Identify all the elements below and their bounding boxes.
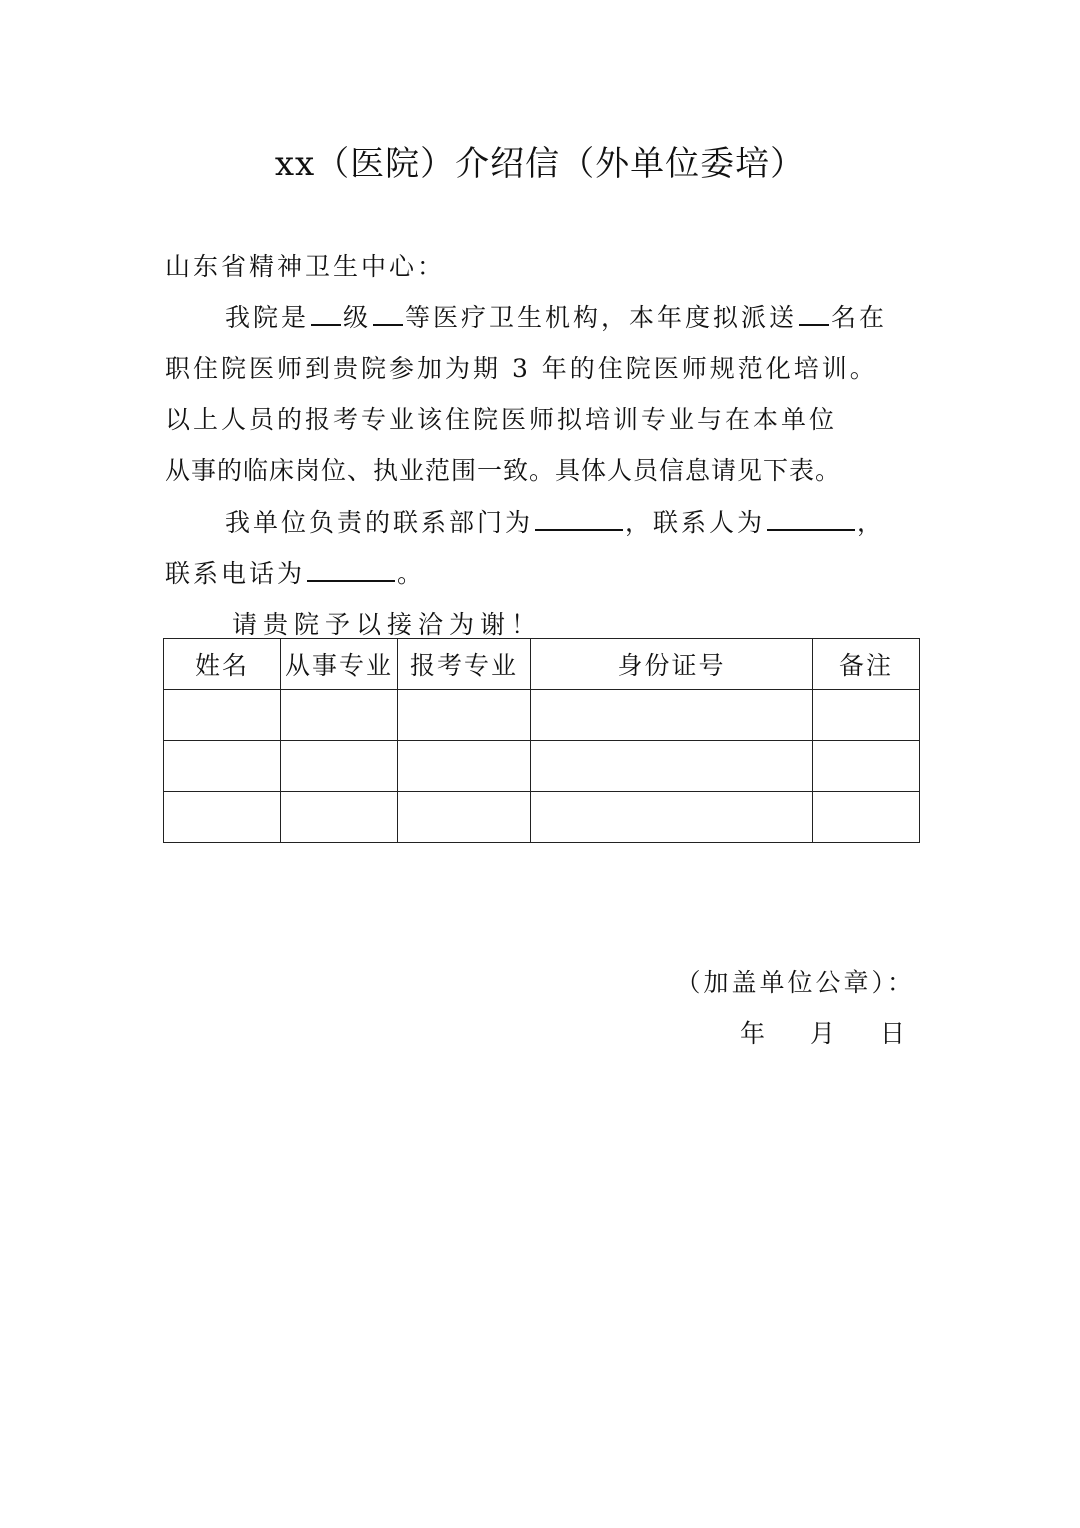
table-cell[interactable] bbox=[813, 690, 920, 741]
table-cell[interactable] bbox=[398, 792, 531, 843]
para1-line4: 从事的临床岗位、执业范围一致。具体人员信息请见下表。 bbox=[165, 456, 842, 485]
para1-line2: 职住院医师到贵院参加为期 3 年的住院医师规范化培训。 bbox=[165, 354, 878, 383]
closing-line: 请贵院予以接洽为谢！ bbox=[232, 610, 543, 639]
table-cell[interactable] bbox=[813, 741, 920, 792]
para2-text-end: 。 bbox=[397, 559, 426, 588]
para1-text-b: 级 bbox=[343, 303, 372, 332]
header-applied-specialty: 报考专业 bbox=[398, 639, 531, 690]
department-blank[interactable] bbox=[535, 507, 623, 531]
table-row bbox=[164, 741, 920, 792]
salutation: 山东省精神卫生中心： bbox=[165, 252, 446, 281]
table-cell[interactable] bbox=[164, 792, 281, 843]
table-row bbox=[164, 792, 920, 843]
para1-line3: 以上人员的报考专业该住院医师拟培训专业与在本单位 bbox=[165, 405, 838, 434]
level-blank[interactable] bbox=[311, 302, 341, 326]
table-cell[interactable] bbox=[531, 741, 813, 792]
header-id-number: 身份证号 bbox=[531, 639, 813, 690]
para1-text-a: 我院是 bbox=[225, 303, 310, 332]
table-cell[interactable] bbox=[531, 690, 813, 741]
para1-text-d: 名在 bbox=[831, 303, 888, 332]
seal-note: （加盖单位公章）： bbox=[675, 968, 915, 997]
table-cell[interactable] bbox=[398, 741, 531, 792]
table-cell[interactable] bbox=[531, 792, 813, 843]
para2-text-c: ， bbox=[857, 508, 886, 537]
table-row bbox=[164, 690, 920, 741]
document-title: xx（医院）介绍信（外单位委培） bbox=[274, 144, 806, 184]
para1-text-c: 等医疗卫生机构，本年度拟派送 bbox=[405, 303, 798, 332]
para2-line1 bbox=[225, 503, 885, 539]
table-cell[interactable] bbox=[164, 690, 281, 741]
header-current-specialty: 从事专业 bbox=[281, 639, 398, 690]
para2-text-a: 我单位负责的联系部门为 bbox=[225, 508, 534, 537]
contact-person-blank[interactable] bbox=[767, 507, 855, 531]
date-line: 年 月 日 bbox=[739, 1019, 915, 1048]
table-cell[interactable] bbox=[164, 741, 281, 792]
header-name: 姓名 bbox=[164, 639, 281, 690]
para2-text-b: ，联系人为 bbox=[625, 508, 766, 537]
count-blank[interactable] bbox=[799, 302, 829, 326]
table-cell[interactable] bbox=[281, 690, 398, 741]
table-header-row bbox=[164, 639, 920, 690]
para1-line1 bbox=[225, 298, 887, 334]
table-cell[interactable] bbox=[813, 792, 920, 843]
header-remarks: 备注 bbox=[813, 639, 920, 690]
personnel-table bbox=[163, 638, 920, 843]
para2-text-phone: 联系电话为 bbox=[165, 559, 306, 588]
grade-blank[interactable] bbox=[373, 302, 403, 326]
table-cell[interactable] bbox=[398, 690, 531, 741]
table-cell[interactable] bbox=[281, 792, 398, 843]
phone-blank[interactable] bbox=[307, 558, 395, 582]
para2-line2 bbox=[165, 554, 425, 590]
table-cell[interactable] bbox=[281, 741, 398, 792]
